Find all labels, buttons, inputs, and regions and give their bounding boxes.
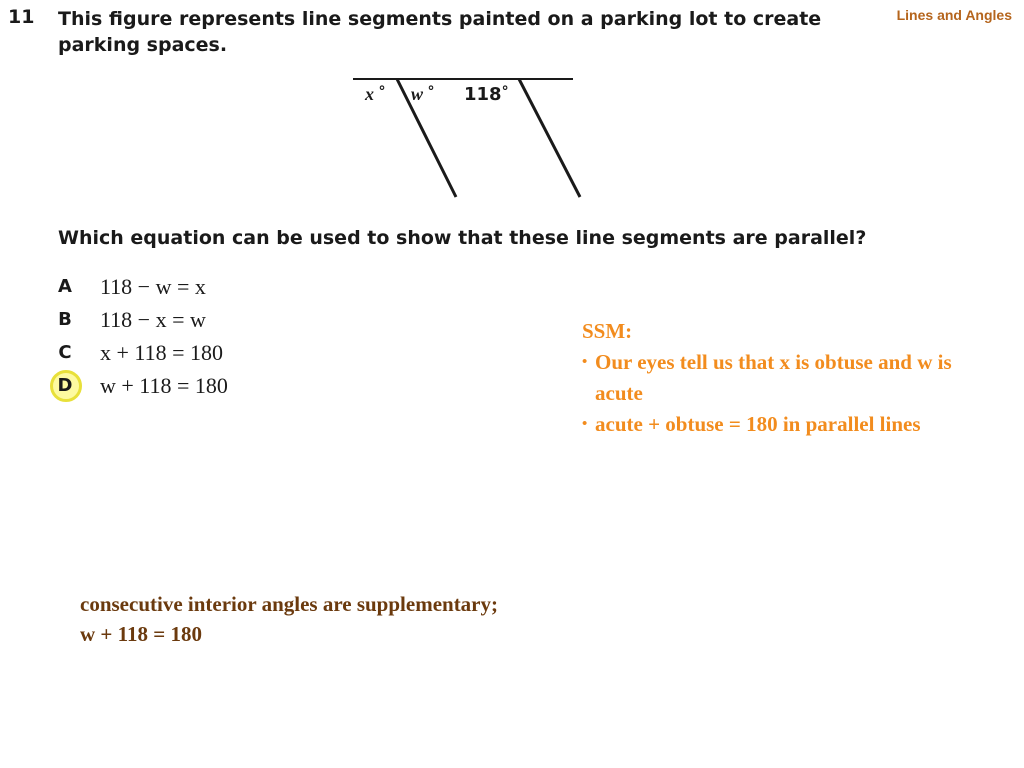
question-number: 11 (8, 6, 35, 28)
angle-118-label: 118° (464, 84, 509, 105)
angle-x-label: x ° (365, 84, 386, 104)
bullet-icon: • (582, 416, 588, 432)
bullet-icon: • (582, 354, 588, 370)
topic-title: Lines and Angles (896, 7, 1012, 23)
question-prompt: Which equation can be used to show that these line segments are parallel? (58, 227, 867, 249)
choice-equation: 118 − x = w (100, 307, 206, 332)
ssm-bullet: • Our eyes tell us that x is obtuse and w is acute (582, 347, 962, 409)
note-line-2: w + 118 = 180 (80, 622, 202, 646)
choice-equation: 118 − w = x (100, 274, 206, 299)
ssm-bullet: • acute + obtuse = 180 in parallel lines (582, 409, 962, 440)
parking-lines-figure (345, 72, 585, 204)
right-segment (519, 79, 580, 197)
question-text: This figure represents line segments painted on a parking lot to create parking spaces. (58, 8, 822, 56)
choice-letter: D (57, 375, 73, 396)
ssm-note (582, 316, 962, 440)
choice-equation: w + 118 = 180 (100, 373, 228, 398)
choice-letter: B (58, 309, 72, 330)
ssm-title: SSM: (582, 319, 633, 343)
choice-equation: x + 118 = 180 (100, 340, 223, 365)
note-line-1: consecutive interior angles are supplementary; (80, 592, 499, 616)
ssm-bullet-list (582, 347, 962, 440)
angle-w-label: w ° (411, 84, 435, 104)
choice-letter: C (58, 342, 72, 363)
solution-note (80, 589, 498, 649)
choice-letter: A (58, 276, 72, 297)
